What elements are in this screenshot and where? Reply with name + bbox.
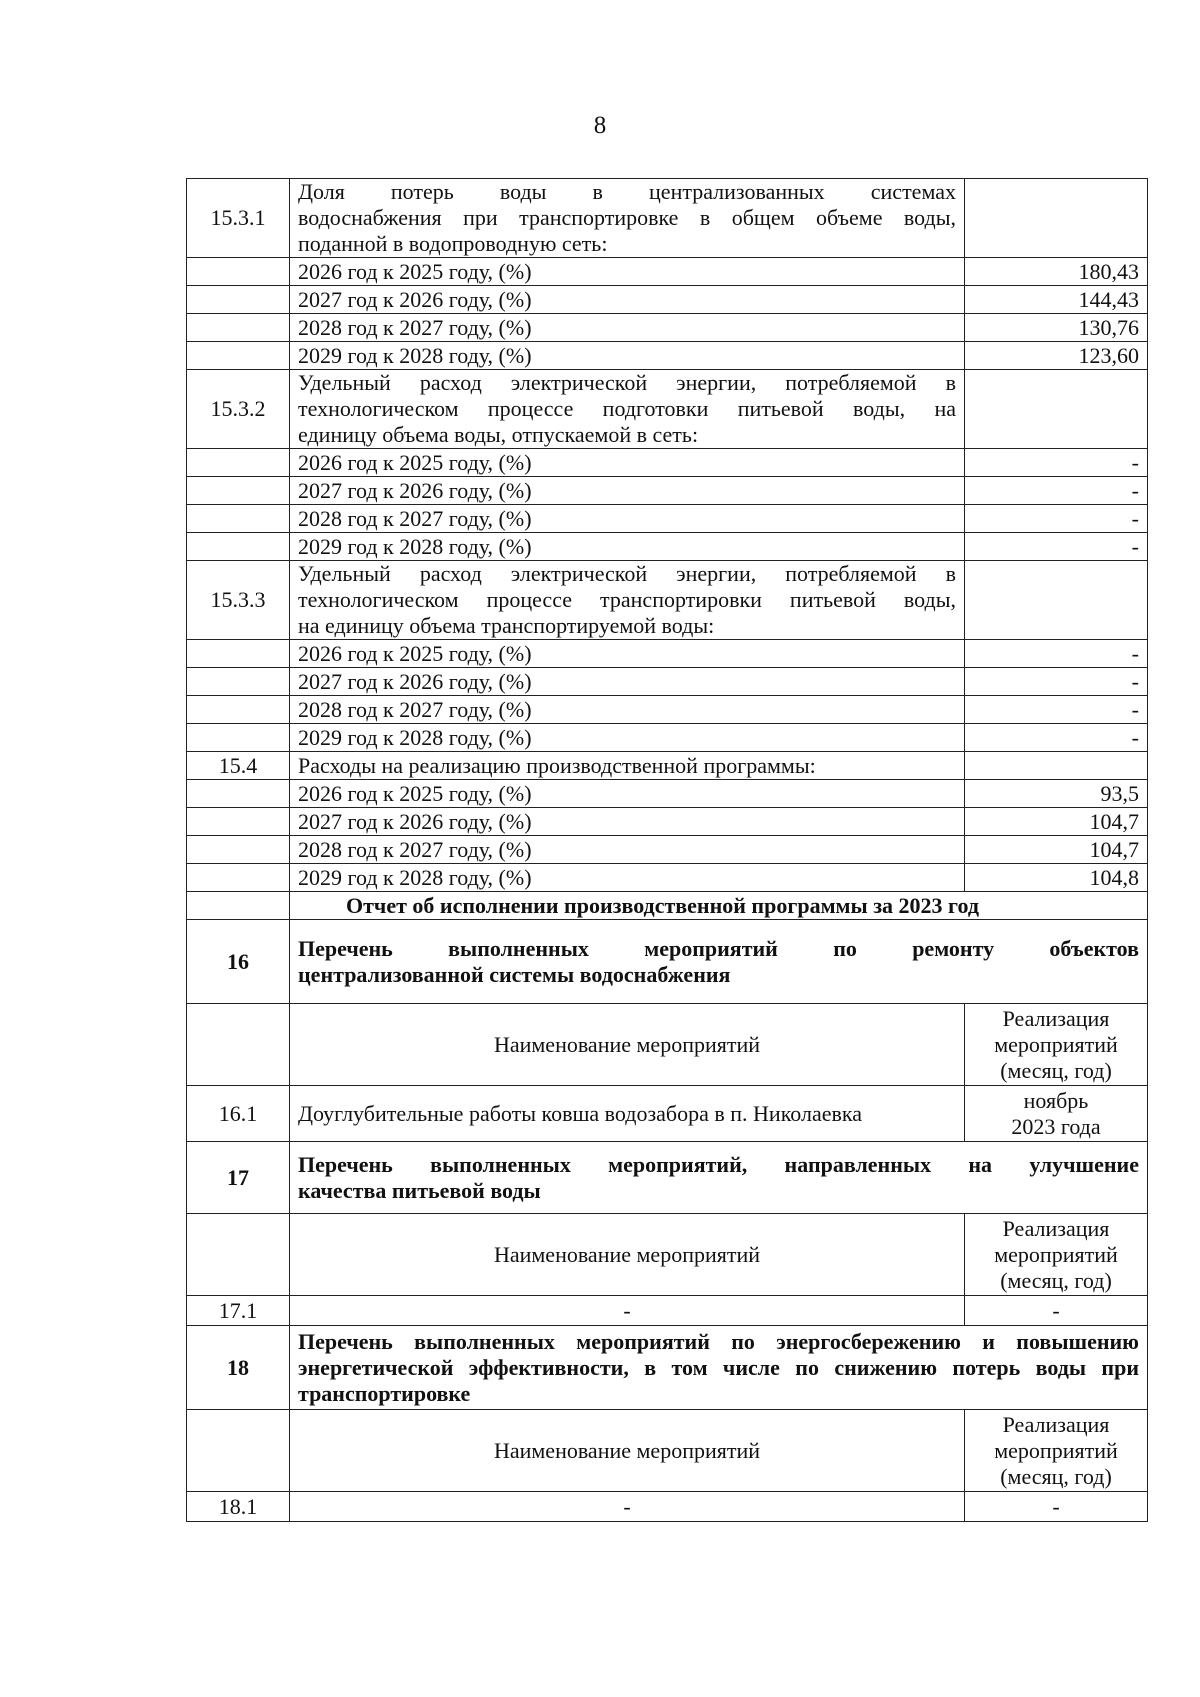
row-number <box>187 696 290 724</box>
row-implementation: - <box>965 1492 1148 1522</box>
indicator-header-row <box>187 179 1148 258</box>
row-text: 2026 год к 2025 году, (%) <box>290 258 965 286</box>
section-17-header <box>187 1142 1148 1214</box>
row-value: 123,60 <box>965 342 1148 370</box>
table-row <box>187 314 1148 342</box>
row-text: 2027 год к 2026 году, (%) <box>290 808 965 836</box>
table-row <box>187 1492 1148 1522</box>
table-row <box>187 668 1148 696</box>
table-row <box>187 752 1148 780</box>
report-section <box>187 892 1148 1522</box>
row-number <box>187 505 290 533</box>
section-18-header <box>187 1326 1148 1410</box>
row-value: 130,76 <box>965 314 1148 342</box>
row-text: 2026 год к 2025 году, (%) <box>290 449 965 477</box>
row-text: - <box>290 1492 965 1522</box>
row-value: - <box>965 668 1148 696</box>
row-text: - <box>290 1296 965 1326</box>
row-number: 15.3.1 <box>187 179 290 258</box>
row-value <box>965 752 1148 780</box>
section-title <box>290 1142 1148 1214</box>
row-text: 2026 год к 2025 году, (%) <box>290 640 965 668</box>
row-text: 2027 год к 2026 году, (%) <box>290 668 965 696</box>
column-header-implementation: Реализация мероприятий (месяц, год) <box>965 1004 1148 1086</box>
program-table <box>186 178 1148 1522</box>
row-value: 104,8 <box>965 864 1148 892</box>
section-title <box>290 1326 1148 1410</box>
row-number <box>187 864 290 892</box>
row-number: 18.1 <box>187 1492 290 1522</box>
row-value: - <box>965 533 1148 561</box>
section-title-line: Перечень выполненных мероприятий, направленных на улучшение <box>298 1151 1139 1177</box>
table-row <box>187 286 1148 314</box>
table-row <box>187 864 1148 892</box>
row-number: 15.3.3 <box>187 561 290 640</box>
row-number <box>187 449 290 477</box>
section-title-line: Перечень выполненных мероприятий по ремонту объектов <box>298 935 1139 961</box>
row-number <box>187 477 290 505</box>
row-number <box>187 342 290 370</box>
table-row <box>187 258 1148 286</box>
section-title <box>290 920 1148 1004</box>
row-text: Доуглубительные работы ковша водозабора в п. Николаевка <box>290 1086 965 1142</box>
row-value: 104,7 <box>965 836 1148 864</box>
column-header-name: Наименование мероприятий <box>290 1214 965 1296</box>
row-value: - <box>965 724 1148 752</box>
row-number: 15.4 <box>187 752 290 780</box>
row-text: 2029 год к 2028 году, (%) <box>290 342 965 370</box>
row-text <box>290 561 965 640</box>
row-value <box>965 561 1148 640</box>
row-number <box>187 836 290 864</box>
column-header-row <box>187 1214 1148 1296</box>
row-text-line: технологическом процессе подготовки питьевой воды, на <box>298 396 956 421</box>
row-value: 104,7 <box>965 808 1148 836</box>
section-title-line: Перечень выполненных мероприятий по энергосбережению и повышению <box>298 1328 1139 1354</box>
section-title-line: качества питьевой воды <box>298 1177 541 1203</box>
row-number: 15.3.2 <box>187 370 290 449</box>
row-text: 2029 год к 2028 году, (%) <box>290 533 965 561</box>
section-title-line: энергетической эффективности, в том числе по снижению потерь воды при <box>298 1354 1139 1380</box>
row-text-line: водоснабжения при транспортировке в общем объеме воды, <box>298 205 956 230</box>
row-number <box>187 808 290 836</box>
row-value: 144,43 <box>965 286 1148 314</box>
column-header-implementation: Реализация мероприятий (месяц, год) <box>965 1410 1148 1492</box>
table-row <box>187 449 1148 477</box>
table-row <box>187 808 1148 836</box>
row-text: 2029 год к 2028 году, (%) <box>290 864 965 892</box>
row-value: - <box>965 449 1148 477</box>
table-row <box>187 342 1148 370</box>
row-text: Расходы на реализацию производственной программы: <box>290 752 965 780</box>
table-row <box>187 1086 1148 1142</box>
row-text-line: на единицу объема транспортируемой воды: <box>298 613 715 638</box>
column-header-row <box>187 1004 1148 1086</box>
table-row <box>187 477 1148 505</box>
row-text: 2027 год к 2026 году, (%) <box>290 477 965 505</box>
column-header-name: Наименование мероприятий <box>290 1410 965 1492</box>
section-number: 18 <box>187 1326 290 1410</box>
row-value: - <box>965 477 1148 505</box>
section-title-line: транспортировке <box>298 1380 471 1406</box>
row-number <box>187 533 290 561</box>
table-row <box>187 780 1148 808</box>
row-number <box>187 314 290 342</box>
indicator-header-row <box>187 370 1148 449</box>
section-number: 16 <box>187 920 290 1004</box>
row-value: 180,43 <box>965 258 1148 286</box>
row-value: - <box>965 640 1148 668</box>
row-text-line: технологическом процессе транспортировки питьевой воды, <box>298 587 956 612</box>
section-title-line: централизованной системы водоснабжения <box>298 961 731 987</box>
column-header-row <box>187 1410 1148 1492</box>
row-value: 93,5 <box>965 780 1148 808</box>
table-row <box>187 533 1148 561</box>
indicator-header-row <box>187 561 1148 640</box>
row-value: - <box>965 505 1148 533</box>
table-row <box>187 505 1148 533</box>
row-text-line: Удельный расход электрической энергии, потребляемой в <box>298 561 956 586</box>
row-text <box>290 370 965 449</box>
row-number <box>187 258 290 286</box>
row-text-line: поданной в водопроводную сеть: <box>298 231 608 256</box>
section-16-header <box>187 920 1148 1004</box>
row-text-line: Доля потерь воды в централизованных системах <box>298 179 956 204</box>
page-number: 8 <box>593 112 607 139</box>
row-number <box>187 780 290 808</box>
column-header-implementation: Реализация мероприятий (месяц, год) <box>965 1214 1148 1296</box>
row-number: 16.1 <box>187 1086 290 1142</box>
table-row <box>187 724 1148 752</box>
row-number <box>187 286 290 314</box>
row-text-line: Удельный расход электрической энергии, потребляемой в <box>298 370 956 395</box>
row-text: 2028 год к 2027 году, (%) <box>290 505 965 533</box>
row-text: 2027 год к 2026 году, (%) <box>290 286 965 314</box>
row-text: 2028 год к 2027 году, (%) <box>290 314 965 342</box>
row-implementation: ноябрь 2023 года <box>965 1086 1148 1142</box>
row-text: 2029 год к 2028 году, (%) <box>290 724 965 752</box>
row-text <box>290 179 965 258</box>
row-number <box>187 640 290 668</box>
table-row <box>187 696 1148 724</box>
row-number <box>187 668 290 696</box>
indicator-rows <box>187 179 1148 892</box>
table-row <box>187 1296 1148 1326</box>
table-row <box>187 836 1148 864</box>
row-value <box>965 370 1148 449</box>
table-row <box>187 640 1148 668</box>
row-number <box>187 724 290 752</box>
column-header-name: Наименование мероприятий <box>290 1004 965 1086</box>
report-title: Отчет об исполнении производственной программы за 2023 год <box>290 892 1148 920</box>
row-value: - <box>965 696 1148 724</box>
row-number: 17.1 <box>187 1296 290 1326</box>
row-implementation: - <box>965 1296 1148 1326</box>
section-number: 17 <box>187 1142 290 1214</box>
row-text: 2026 год к 2025 году, (%) <box>290 780 965 808</box>
report-title-row <box>187 892 1148 920</box>
row-value <box>965 179 1148 258</box>
row-text: 2028 год к 2027 году, (%) <box>290 696 965 724</box>
row-text: 2028 год к 2027 году, (%) <box>290 836 965 864</box>
row-text-line: единицу объема воды, отпускаемой в сеть: <box>298 422 699 447</box>
